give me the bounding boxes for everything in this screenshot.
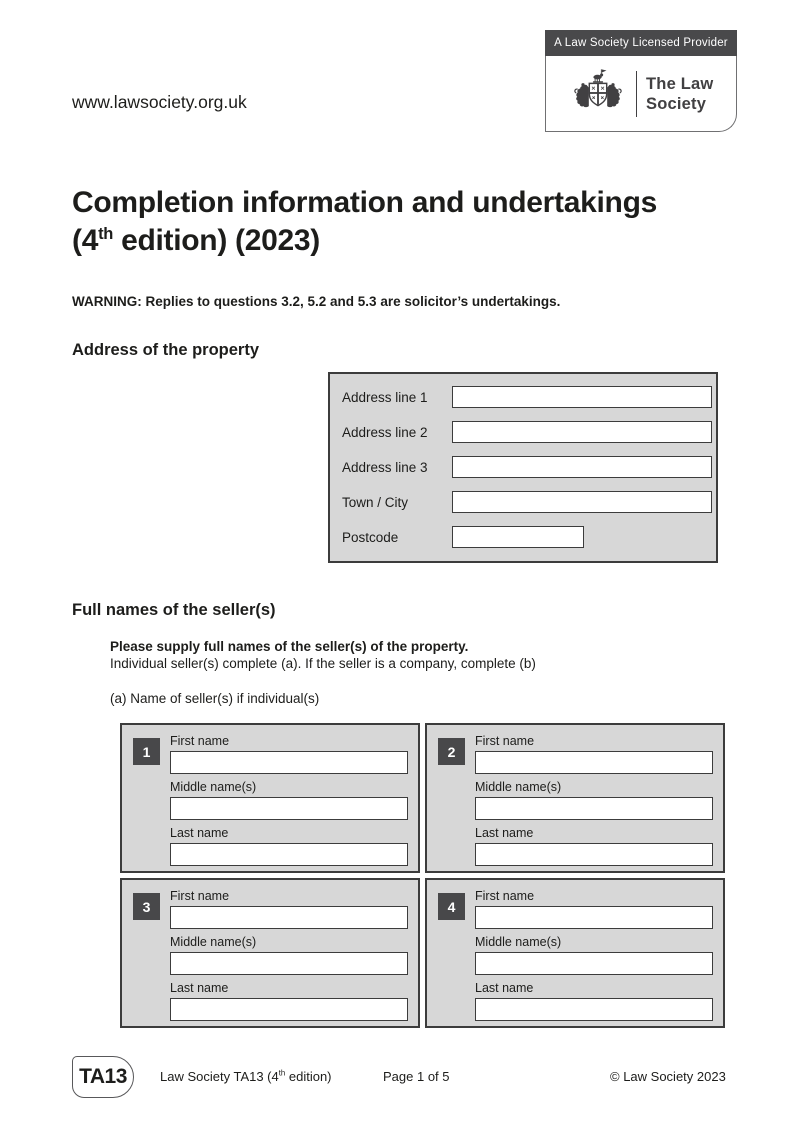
warning-text: WARNING: Replies to questions 3.2, 5.2 and 5.3 are solicitor’s undertakings. bbox=[72, 294, 561, 309]
middle-name-label: Middle name(s) bbox=[170, 935, 257, 949]
last-name-label: Last name bbox=[170, 826, 229, 840]
footer-doc-ref-suffix: edition) bbox=[285, 1069, 332, 1084]
address-line-3-label: Address line 3 bbox=[342, 459, 428, 475]
last-name-group bbox=[170, 981, 408, 1021]
sellers-instruction: Individual seller(s) complete (a). If the seller is a company, complete (b) bbox=[110, 656, 536, 671]
first-name-label: First name bbox=[170, 889, 230, 903]
law-society-logo bbox=[545, 56, 737, 132]
middle-name-group bbox=[170, 935, 408, 975]
first-name-label: First name bbox=[170, 734, 230, 748]
address-line-1-row bbox=[342, 386, 712, 408]
seller-number-badge: 3 bbox=[133, 893, 160, 920]
middle-name-label: Middle name(s) bbox=[170, 780, 257, 794]
middle-name-label: Middle name(s) bbox=[475, 780, 562, 794]
first-name-group bbox=[475, 734, 713, 774]
page-title bbox=[72, 184, 657, 260]
address-of-property-box bbox=[328, 372, 718, 563]
address-line-3-row bbox=[342, 456, 712, 478]
middle-name-group bbox=[170, 780, 408, 820]
postcode-label: Postcode bbox=[342, 529, 399, 545]
seller-2-last-name-input[interactable] bbox=[475, 843, 713, 866]
seller-number-badge: 1 bbox=[133, 738, 160, 765]
seller-card-4 bbox=[425, 878, 725, 1028]
footer-doc-ref-superscript: th bbox=[278, 1068, 286, 1078]
website-url[interactable]: www.lawsociety.org.uk bbox=[72, 92, 247, 112]
seller-2-middle-name-input[interactable] bbox=[475, 797, 713, 820]
seller-2-first-name-input[interactable] bbox=[475, 751, 713, 774]
logo-divider bbox=[636, 71, 638, 117]
address-line-1-input[interactable] bbox=[452, 386, 712, 408]
footer-page-number: Page 1 of 5 bbox=[383, 1069, 450, 1084]
section-heading-address: Address of the property bbox=[72, 341, 260, 359]
title-line2-prefix: (4 bbox=[72, 224, 99, 257]
first-name-label: First name bbox=[475, 889, 535, 903]
address-line-2-input[interactable] bbox=[452, 421, 712, 443]
last-name-label: Last name bbox=[475, 981, 534, 995]
seller-3-middle-name-input[interactable] bbox=[170, 952, 408, 975]
seller-1-middle-name-input[interactable] bbox=[170, 797, 408, 820]
first-name-group bbox=[475, 889, 713, 929]
last-name-group bbox=[170, 826, 408, 866]
address-line-2-row bbox=[342, 421, 712, 443]
last-name-group bbox=[475, 826, 713, 866]
first-name-group bbox=[170, 734, 408, 774]
middle-name-group bbox=[475, 935, 713, 975]
section-heading-sellers: Full names of the seller(s) bbox=[72, 601, 276, 619]
title-line2-suffix: edition) (2023) bbox=[113, 224, 320, 257]
middle-name-group bbox=[475, 780, 713, 820]
seller-3-last-name-input[interactable] bbox=[170, 998, 408, 1021]
law-society-wordmark bbox=[646, 74, 713, 114]
last-name-label: Last name bbox=[170, 981, 229, 995]
title-superscript: th bbox=[98, 225, 114, 243]
law-society-crest-icon bbox=[569, 66, 627, 122]
town-city-input[interactable] bbox=[452, 491, 712, 513]
seller-card-3 bbox=[120, 878, 420, 1028]
last-name-label: Last name bbox=[475, 826, 534, 840]
seller-card-1 bbox=[120, 723, 420, 873]
seller-1-first-name-input[interactable] bbox=[170, 751, 408, 774]
footer-doc-ref bbox=[160, 1069, 332, 1084]
seller-4-middle-name-input[interactable] bbox=[475, 952, 713, 975]
seller-number-badge: 4 bbox=[438, 893, 465, 920]
seller-number-badge: 2 bbox=[438, 738, 465, 765]
ta13-form-code-badge: TA13 bbox=[72, 1056, 134, 1098]
law-society-logo-box bbox=[545, 30, 737, 133]
postcode-input[interactable] bbox=[452, 526, 584, 548]
town-city-label: Town / City bbox=[342, 494, 409, 510]
town-city-row bbox=[342, 491, 712, 513]
seller-4-first-name-input[interactable] bbox=[475, 906, 713, 929]
address-line-2-label: Address line 2 bbox=[342, 424, 428, 440]
seller-card-2 bbox=[425, 723, 725, 873]
postcode-row bbox=[342, 526, 712, 548]
title-line1: Completion information and undertakings bbox=[72, 186, 657, 219]
wordmark-line2: Society bbox=[646, 94, 707, 113]
seller-1-last-name-input[interactable] bbox=[170, 843, 408, 866]
address-line-3-input[interactable] bbox=[452, 456, 712, 478]
footer-copyright: © Law Society 2023 bbox=[610, 1069, 726, 1084]
address-line-1-label: Address line 1 bbox=[342, 389, 428, 405]
footer-doc-ref-prefix: Law Society TA13 (4 bbox=[160, 1069, 279, 1084]
wordmark-line1: The Law bbox=[646, 74, 714, 93]
sellers-instruction-bold: Please supply full names of the seller(s) of the property. bbox=[110, 639, 469, 654]
last-name-group bbox=[475, 981, 713, 1021]
sellers-subheading-a: (a) Name of seller(s) if individual(s) bbox=[110, 691, 320, 706]
first-name-group bbox=[170, 889, 408, 929]
middle-name-label: Middle name(s) bbox=[475, 935, 562, 949]
seller-3-first-name-input[interactable] bbox=[170, 906, 408, 929]
licensed-provider-banner: A Law Society Licensed Provider bbox=[545, 30, 737, 56]
seller-4-last-name-input[interactable] bbox=[475, 998, 713, 1021]
seller-grid bbox=[120, 723, 725, 1028]
first-name-label: First name bbox=[475, 734, 535, 748]
